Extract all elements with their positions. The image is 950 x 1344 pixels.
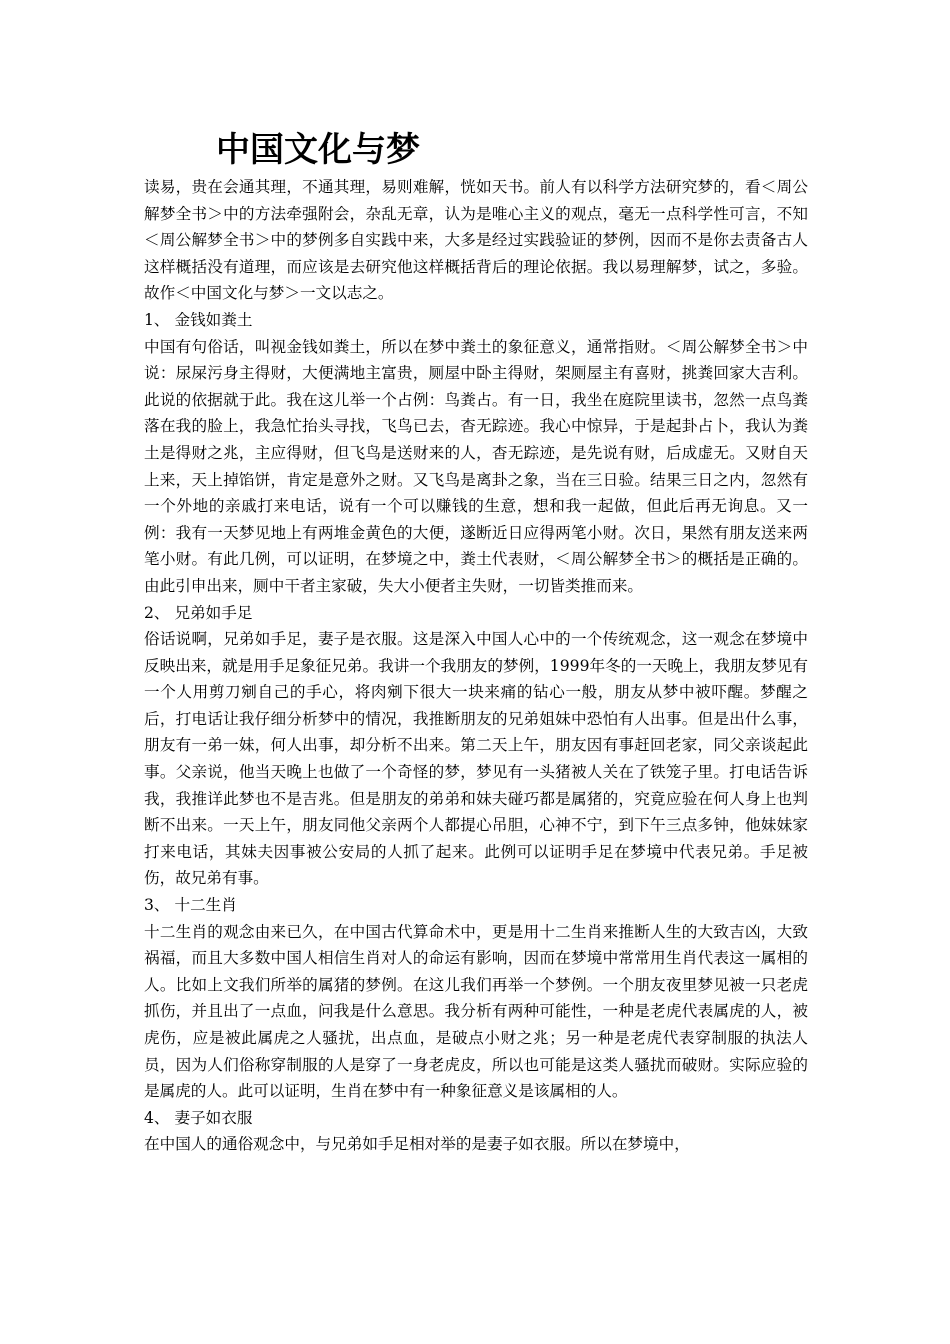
section-2-paragraph: 俗话说啊，兄弟如手足，妻子是衣服。这是深入中国人心中的一个传统观念，这一观念在梦境中反映出来，就是用手足象征兄弟。我讲一个我朋友的梦例，1999年冬的一天晚上，我朋友梦见有一个人用剪刀剜自己的手心，将肉剜下很大一块来痛的钻心一般，朋友从梦中被吓醒。梦醒之后，打电话让我仔细分析梦中的情况，我推断朋友的兄弟姐妹中恐怕有人出事。但是出什么事，朋友有一弟一妹，何人出事，却分析不出来。第二天上午，朋友因有事赶回老家，同父亲谈起此事。父亲说，他当天晚上也做了一个奇怪的梦，梦见有一头猪被人关在了铁笼子里。打电话告诉我，我推详此梦也不是吉兆。但是朋友的弟弟和妹夫碰巧都是属猪的，究竟应验在何人身上也判断不出来。一天上午，朋友同他父亲两个人都提心吊胆，心神不宁，到下午三点多钟，他妹妹家打来电话，其妹夫因事被公安局的人抓了起来。此例可以证明手足在梦境中代表兄弟。手足被伤，故兄弟有事。 [144,630,808,888]
section-4-heading: 4、 妻子如衣服 [144,1108,253,1127]
section-2-heading: 2、 兄弟如手足 [144,603,253,622]
section-1-paragraph: 中国有句俗话，叫视金钱如粪土，所以在梦中粪土的象征意义，通常指财。＜周公解梦全书＞中说：尿屎污身主得财，大便满地主富贵，厕屋中卧主得财，架厕屋主有喜财，挑粪回家大吉利。此说的依据就于此。我在这儿举一个占例：鸟粪占。有一日，我坐在庭院里读书，忽然一点鸟粪落在我的脸上，我急忙抬头寻找，飞鸟已去，杳无踪迹。我心中惊异，于是起卦占卜，我认为粪土是得财之兆，主应得财，但飞鸟是送财来的人，杳无踪迹，是先说有财，后成虚无。又财自天上来，天上掉馅饼，肯定是意外之财。又飞鸟是离卦之象，当在三日验。结果三日之内，忽然有一个外地的亲戚打来电话，说有一个可以赚钱的生意，想和我一起做，但此后再无询息。又一例：我有一天梦见地上有两堆金黄色的大便，遂断近日应得两笔小财。次日，果然有朋友送来两笔小财。有此几例，可以证明，在梦境之中，粪土代表财，＜周公解梦全书＞的概括是正确的。由此引申出来，厕中干者主家破，失大小便者主失财，一切皆类推而来。 [144,337,808,595]
document-body [144,174,808,1158]
section-1-heading: 1、 金钱如粪土 [144,310,253,329]
section-3-paragraph: 十二生肖的观念由来已久，在中国古代算命术中，更是用十二生肖来推断人生的大致吉凶，大致祸福，而且大多数中国人相信生肖对人的命运有影响，因而在梦境中常常用生肖代表这一属相的人。比如上文我们所举的属猪的梦例。在这儿我们再举一个梦例。一个朋友夜里梦见被一只老虎抓伤，并且出了一点血，问我是什么意思。我分析有两种可能性，一种是老虎代表属虎的人，被虎伤，应是被此属虎之人骚扰，出点血，是破点小财之兆；另一种是老虎代表穿制服的执法人员，因为人们俗称穿制服的人是穿了一身老虎皮，所以也可能是这类人骚扰而破财。实际应验的是属虎的人。此可以证明，生肖在梦中有一种象征意义是该属相的人。 [144,922,808,1101]
section-3-heading: 3、 十二生肖 [144,896,237,915]
section-4-paragraph: 在中国人的通俗观念中，与兄弟如手足相对举的是妻子如衣服。所以在梦境中， [144,1135,690,1154]
intro-paragraph: 读易，贵在会通其理，不通其理，易则难解，恍如天书。前人有以科学方法研究梦的，看＜周公解梦全书＞中的方法牵强附会，杂乱无章，认为是唯心主义的观点，毫无一点科学性可言，不知＜周公解梦全书＞中的梦例多自实践中来，大多是经过实践验证的梦例，因而不是你去责备古人这样概括没有道理，而应该是去研究他这样概括背后的理论依据。我以易理解梦，试之，多验。故作＜中国文化与梦＞一文以志之。 [144,178,808,303]
document-title: 中国文化与梦 [216,130,420,170]
